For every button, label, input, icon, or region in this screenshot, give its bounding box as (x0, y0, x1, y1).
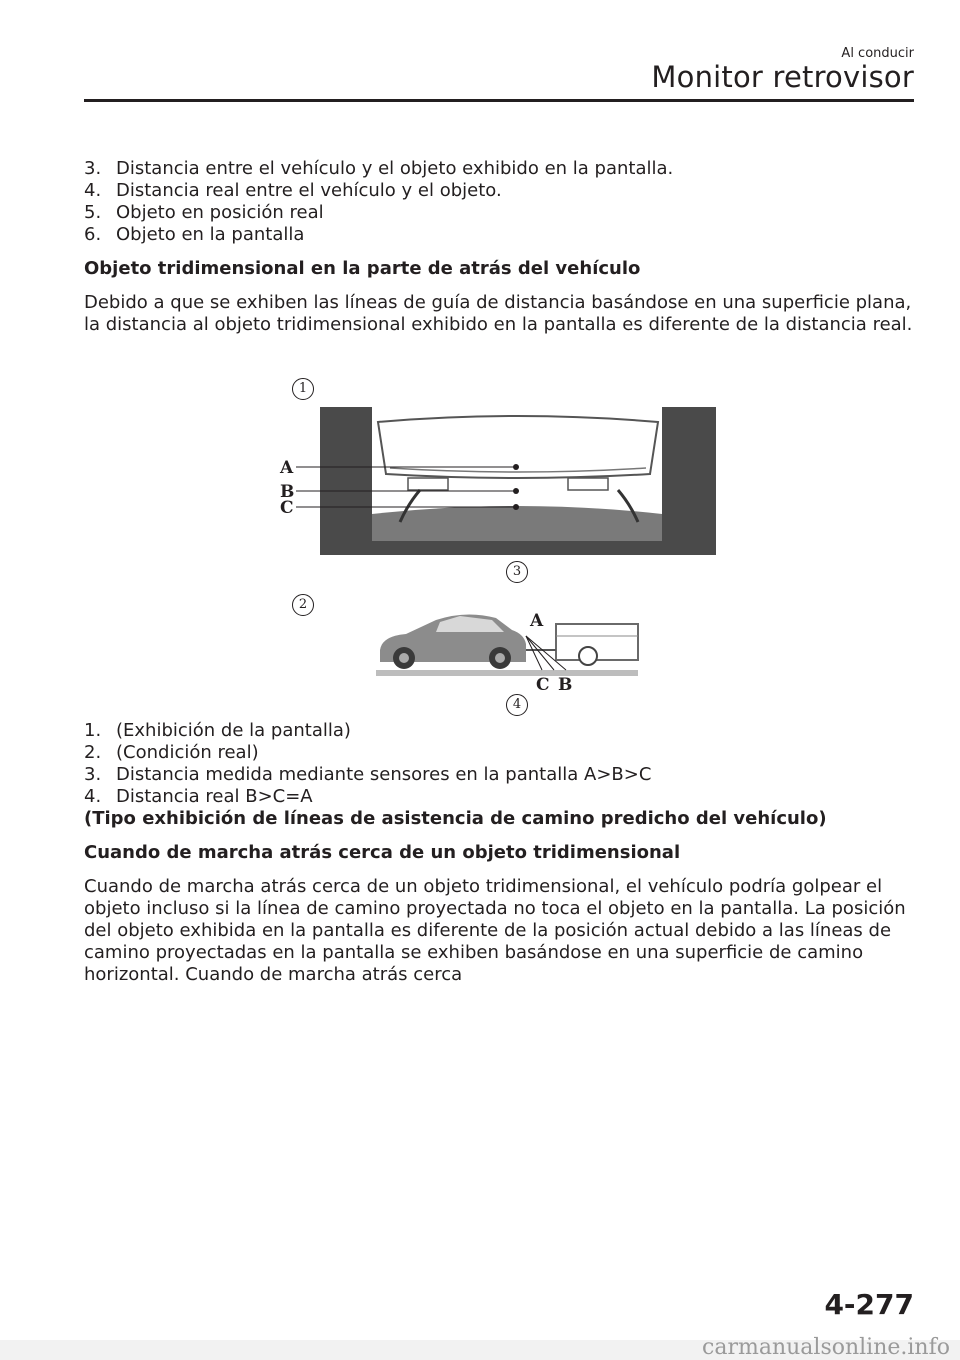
list-item (84, 202, 914, 224)
real-condition-figure (376, 606, 642, 692)
list-item-number: 3. (84, 764, 102, 785)
header-section-label: Al conducir (841, 46, 914, 61)
road (376, 670, 638, 676)
page-title: Monitor retrovisor (651, 60, 914, 94)
list-item-number: 4. (84, 180, 102, 201)
list-item-number: 3. (84, 158, 102, 179)
callout-2: 2 (292, 594, 314, 616)
side-label-b: B (558, 675, 573, 692)
screen-label-c: C (280, 498, 294, 518)
top-list (84, 158, 914, 246)
section-heading-type: (Tipo exhibición de líneas de asistencia de camino predicho del vehículo) (84, 808, 827, 829)
list-item-text: Objeto en posición real (116, 202, 324, 223)
list-item-number: 5. (84, 202, 102, 223)
list-item-text: Distancia real B>C=A (116, 786, 313, 807)
body-paragraph: Debido a que se exhiben las líneas de guía de distancia basándose en una superficie plana, la distancia al objeto tridimensional exhibido en la pantalla es diferente de la distancia real. (84, 292, 913, 335)
list-item-number: 6. (84, 224, 102, 245)
top-list-block (84, 158, 914, 336)
list-item (84, 720, 914, 742)
screen-label-b: B (280, 482, 295, 502)
list-item (84, 786, 914, 808)
bottom-list (84, 720, 914, 808)
bottom-block (84, 720, 914, 986)
callout-4: 4 (506, 694, 528, 716)
list-item (84, 742, 914, 764)
screen-display-figure (278, 404, 718, 556)
list-item (84, 224, 914, 246)
section-heading: Objeto tridimensional en la parte de atrás del vehículo (84, 258, 641, 279)
list-item (84, 180, 914, 202)
page-number: 4-277 (824, 1288, 914, 1321)
ground-area (372, 506, 662, 541)
header-rule (84, 99, 914, 102)
list-item-number: 2. (84, 742, 102, 763)
list-item-number: 4. (84, 786, 102, 807)
list-item-text: Distancia medida mediante sensores en la pantalla A>B>C (116, 764, 652, 785)
list-item (84, 764, 914, 786)
list-item-text: (Condición real) (116, 742, 259, 763)
list-item-text: (Exhibición de la pantalla) (116, 720, 351, 741)
screen-label-a: A (280, 458, 294, 478)
watermark: carmanualsonline.info (702, 1335, 950, 1360)
section-heading: Cuando de marcha atrás cerca de un objeto tridimensional (84, 842, 681, 863)
list-item-number: 1. (84, 720, 102, 741)
callout-1: 1 (292, 378, 314, 400)
list-item (84, 158, 914, 180)
side-label-a: A (530, 611, 544, 631)
callout-3: 3 (506, 561, 528, 583)
list-item-text: Distancia entre el vehículo y el objeto exhibido en la pantalla. (116, 158, 674, 179)
body-paragraph: Cuando de marcha atrás cerca de un objeto tridimensional, el vehículo podría golpear el objeto incluso si la línea de camino proyectada no toca el objeto en la pantalla. La posición del objeto exhibida en la pantalla es diferente de la posición actual debido a las líneas de camino proyectadas en la pantalla se exhiben basándose en una superficie de camino horizontal. Cuando de marcha atrás cerca (84, 876, 906, 985)
list-item-text: Distancia real entre el vehículo y el objeto. (116, 180, 502, 201)
side-label-c: C (536, 675, 550, 692)
list-item-text: Objeto en la pantalla (116, 224, 305, 245)
trailer-wheel (579, 647, 597, 665)
